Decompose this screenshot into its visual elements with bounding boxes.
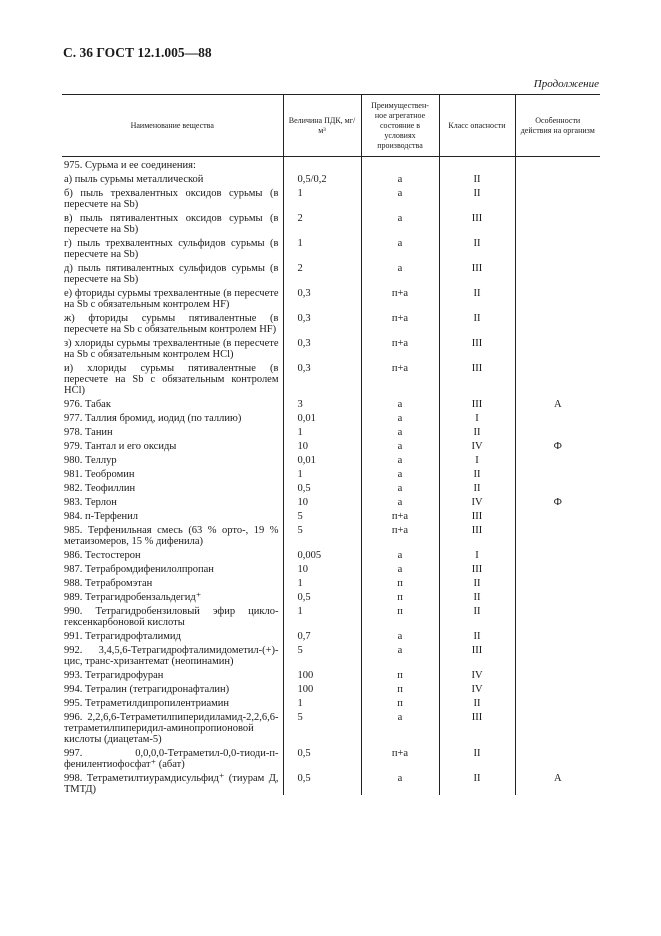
pdk-value-cell: 0,5 [283, 592, 361, 606]
pdk-value-cell [283, 157, 361, 175]
substance-name-cell: 981. Теобромин [64, 469, 135, 480]
substances-table [62, 94, 600, 795]
pdk-value-cell: 0,5/0,2 [283, 174, 361, 188]
action-feature-cell [515, 413, 600, 427]
action-feature-cell [515, 645, 600, 670]
action-feature-cell: Ф [515, 441, 600, 455]
aggregate-state-cell: а [361, 631, 439, 645]
hazard-class-cell: IV [439, 497, 515, 511]
table-row [62, 455, 600, 469]
pdk-value-cell: 2 [283, 263, 361, 288]
action-feature-cell [515, 483, 600, 497]
pdk-value-cell: 0,005 [283, 550, 361, 564]
substance-name-cell: 987. Тетрабромдифенилолпропан [64, 564, 214, 575]
table-row [62, 712, 600, 748]
table-row [62, 645, 600, 670]
aggregate-state-cell: п [361, 670, 439, 684]
aggregate-state-cell: а [361, 213, 439, 238]
hazard-class-cell: II [439, 469, 515, 483]
aggregate-state-cell: п+а [361, 313, 439, 338]
substance-name-cell: г) пыль трехвалентных сульфидов сурьмы (в пересчете на Sb) [64, 238, 279, 260]
table-row [62, 550, 600, 564]
table-header-row [62, 95, 600, 157]
col-header-hazard: Класс опасности [439, 95, 515, 157]
aggregate-state-cell: а [361, 773, 439, 795]
action-feature-cell [515, 748, 600, 773]
table-row [62, 427, 600, 441]
pdk-value-cell: 5 [283, 511, 361, 525]
aggregate-state-cell: а [361, 188, 439, 213]
hazard-class-cell: III [439, 263, 515, 288]
table-row [62, 483, 600, 497]
table-row [62, 469, 600, 483]
action-feature-cell [515, 313, 600, 338]
pdk-value-cell: 0,3 [283, 363, 361, 399]
aggregate-state-cell [361, 157, 439, 175]
aggregate-state-cell: а [361, 469, 439, 483]
substance-name-cell: 977. Таллия бромид, иодид (по таллию) [64, 413, 242, 424]
substance-name-cell: и) хлориды сурьмы пятивалентные (в пересчете на Sb с обязательным контролем HCl) [64, 363, 279, 396]
pdk-value-cell: 10 [283, 441, 361, 455]
substance-name-cell: д) пыль пятивалентных сульфидов сурьмы (в пересчете на Sb) [64, 263, 279, 285]
pdk-value-cell: 0,5 [283, 483, 361, 497]
substance-name-cell: 997. 0,0,0,0-Тетраметил-0,0-тиоди-п-фенилентиофосфат⁺ (абат) [64, 748, 279, 770]
action-feature-cell [515, 550, 600, 564]
action-feature-cell: А [515, 399, 600, 413]
hazard-class-cell: II [439, 592, 515, 606]
pdk-value-cell: 5 [283, 645, 361, 670]
pdk-value-cell: 10 [283, 497, 361, 511]
table-row [62, 578, 600, 592]
hazard-class-cell: IV [439, 670, 515, 684]
aggregate-state-cell: а [361, 427, 439, 441]
aggregate-state-cell: п+а [361, 748, 439, 773]
substance-name-cell: 991. Тетрагидрофталимид [64, 631, 181, 642]
aggregate-state-cell: а [361, 483, 439, 497]
action-feature-cell [515, 684, 600, 698]
pdk-value-cell: 0,7 [283, 631, 361, 645]
hazard-class-cell: II [439, 238, 515, 263]
hazard-class-cell: III [439, 564, 515, 578]
table-row [62, 174, 600, 188]
table-row [62, 525, 600, 550]
pdk-value-cell: 0,01 [283, 413, 361, 427]
substance-name-cell: 978. Танин [64, 427, 113, 438]
substance-name-cell: 995. Тетраметилдипропилентриамин [64, 698, 230, 709]
substance-name-cell: а) пыль сурьмы металлической [64, 174, 204, 185]
col-header-features: Особенности действия на организм [515, 95, 600, 157]
aggregate-state-cell: а [361, 497, 439, 511]
table-row [62, 313, 600, 338]
action-feature-cell [515, 564, 600, 578]
aggregate-state-cell: а [361, 238, 439, 263]
table-row [62, 511, 600, 525]
action-feature-cell [515, 525, 600, 550]
aggregate-state-cell: п [361, 606, 439, 631]
substance-name-cell: 989. Тетрагидробензальдегид⁺ [64, 592, 202, 603]
aggregate-state-cell: а [361, 441, 439, 455]
pdk-value-cell: 0,5 [283, 748, 361, 773]
hazard-class-cell: II [439, 483, 515, 497]
table-row [62, 399, 600, 413]
hazard-class-cell: III [439, 712, 515, 748]
pdk-value-cell: 1 [283, 578, 361, 592]
col-header-name: Наименование вещества [62, 95, 283, 157]
action-feature-cell [515, 469, 600, 483]
aggregate-state-cell: а [361, 263, 439, 288]
pdk-value-cell: 1 [283, 698, 361, 712]
substance-name-cell: 996. 2,2,6,6-Тетраметилпиперидиламид-2,2,6,6-тетраметилпиперидил-аминопропионовой кислоты (диацетам-5) [64, 712, 279, 745]
aggregate-state-cell: п+а [361, 525, 439, 550]
substance-name-cell: 982. Теофиллин [64, 483, 136, 494]
aggregate-state-cell: п+а [361, 288, 439, 313]
table-row [62, 263, 600, 288]
action-feature-cell [515, 511, 600, 525]
hazard-class-cell: II [439, 174, 515, 188]
hazard-class-cell: I [439, 455, 515, 469]
substance-name-cell: 985. Терфенильная смесь (63 % орто-, 19 % метаизомеров, 15 % дифенила) [64, 525, 279, 547]
substance-name-cell: 986. Тестостерон [64, 550, 141, 561]
hazard-class-cell: III [439, 363, 515, 399]
table-row [62, 670, 600, 684]
aggregate-state-cell: а [361, 455, 439, 469]
action-feature-cell [515, 363, 600, 399]
substance-name-cell: з) хлориды сурьмы трехвалентные (в пересчете на Sb с обязательным контролем HCl) [64, 338, 279, 360]
table-row [62, 606, 600, 631]
substance-name-cell: 990. Тетрагидробензиловый эфир цикло-гексенкарбоновой кислоты [64, 606, 279, 628]
hazard-class-cell: II [439, 427, 515, 441]
action-feature-cell [515, 427, 600, 441]
action-feature-cell [515, 698, 600, 712]
substance-name-cell: 998. Тетраметилтиурамдисульфид⁺ (тиурам Д, ТМТД) [64, 773, 279, 795]
aggregate-state-cell: а [361, 399, 439, 413]
pdk-value-cell: 1 [283, 427, 361, 441]
substance-name-cell: 992. 3,4,5,6-Тетрагидрофталимидометил-(+)-цис, транс-хризантемат (неопинамин) [64, 645, 279, 667]
table-row [62, 441, 600, 455]
action-feature-cell: Ф [515, 497, 600, 511]
aggregate-state-cell: а [361, 413, 439, 427]
aggregate-state-cell: п [361, 592, 439, 606]
col-header-pdk: Величина ПДК, мг/м³ [283, 95, 361, 157]
table-row [62, 363, 600, 399]
table-row [62, 564, 600, 578]
table-row [62, 213, 600, 238]
hazard-class-cell: II [439, 313, 515, 338]
table-row [62, 684, 600, 698]
pdk-value-cell: 0,5 [283, 773, 361, 795]
hazard-class-cell: I [439, 413, 515, 427]
pdk-value-cell: 1 [283, 469, 361, 483]
pdk-value-cell: 0,01 [283, 455, 361, 469]
hazard-class-cell: III [439, 213, 515, 238]
aggregate-state-cell: п [361, 698, 439, 712]
aggregate-state-cell: а [361, 712, 439, 748]
table-row [62, 157, 600, 175]
substance-name-cell: 984. п-Терфенил [64, 511, 138, 522]
table-row [62, 748, 600, 773]
action-feature-cell [515, 288, 600, 313]
substance-name-cell: 994. Тетралин (тетрагидронафталин) [64, 684, 230, 695]
hazard-class-cell: II [439, 606, 515, 631]
action-feature-cell [515, 213, 600, 238]
action-feature-cell: А [515, 773, 600, 795]
action-feature-cell [515, 631, 600, 645]
aggregate-state-cell: п+а [361, 363, 439, 399]
table-row [62, 188, 600, 213]
action-feature-cell [515, 592, 600, 606]
col-header-state: Преимуществен-ное агрегатное состояние в условиях производства [361, 95, 439, 157]
hazard-class-cell: III [439, 511, 515, 525]
pdk-value-cell: 3 [283, 399, 361, 413]
substance-name-cell: ж) фториды сурьмы пятивалентные (в пересчете на Sb с обязательным контролем HF) [64, 313, 279, 335]
continuation-label: Продолжение [533, 78, 599, 90]
hazard-class-cell: II [439, 748, 515, 773]
pdk-value-cell: 1 [283, 606, 361, 631]
hazard-class-cell: II [439, 578, 515, 592]
table-row [62, 698, 600, 712]
hazard-class-cell: II [439, 773, 515, 795]
substance-name-cell: 988. Тетрабромэтан [64, 578, 153, 589]
action-feature-cell [515, 263, 600, 288]
table-row [62, 338, 600, 363]
action-feature-cell [515, 238, 600, 263]
hazard-class-cell: IV [439, 684, 515, 698]
table-row [62, 238, 600, 263]
hazard-class-cell: II [439, 631, 515, 645]
substance-name-cell: е) фториды сурьмы трехвалентные (в пересчете на Sb с обязательным контролем HF) [64, 288, 279, 310]
action-feature-cell [515, 455, 600, 469]
substance-name-cell: 993. Тетрагидрофуран [64, 670, 164, 681]
pdk-value-cell: 10 [283, 564, 361, 578]
action-feature-cell [515, 188, 600, 213]
substance-name-cell: 979. Тантал и его оксиды [64, 441, 177, 452]
hazard-class-cell: IV [439, 441, 515, 455]
pdk-value-cell: 100 [283, 684, 361, 698]
substance-name-cell: 976. Табак [64, 399, 111, 410]
substance-name-cell: б) пыль трехвалентных оксидов сурьмы (в пересчете на Sb) [64, 188, 279, 210]
action-feature-cell [515, 578, 600, 592]
pdk-value-cell: 0,3 [283, 288, 361, 313]
action-feature-cell [515, 157, 600, 175]
table-row [62, 497, 600, 511]
table-row [62, 413, 600, 427]
hazard-class-cell: I [439, 550, 515, 564]
table-row [62, 773, 600, 795]
aggregate-state-cell: а [361, 174, 439, 188]
action-feature-cell [515, 174, 600, 188]
table-row [62, 592, 600, 606]
hazard-class-cell: II [439, 698, 515, 712]
pdk-value-cell: 0,3 [283, 313, 361, 338]
pdk-value-cell: 100 [283, 670, 361, 684]
aggregate-state-cell: п [361, 578, 439, 592]
pdk-value-cell: 5 [283, 525, 361, 550]
hazard-class-cell: II [439, 188, 515, 213]
pdk-value-cell: 1 [283, 238, 361, 263]
hazard-class-cell: III [439, 338, 515, 363]
aggregate-state-cell: а [361, 550, 439, 564]
page-header: С. 36 ГОСТ 12.1.005—88 [63, 45, 212, 60]
substance-name-cell: в) пыль пятивалентных оксидов сурьмы (в пересчете на Sb) [64, 213, 279, 235]
pdk-value-cell: 5 [283, 712, 361, 748]
hazard-class-cell: III [439, 525, 515, 550]
action-feature-cell [515, 606, 600, 631]
aggregate-state-cell: а [361, 564, 439, 578]
table-row [62, 288, 600, 313]
table-row [62, 631, 600, 645]
pdk-value-cell: 1 [283, 188, 361, 213]
pdk-value-cell: 2 [283, 213, 361, 238]
pdk-value-cell: 0,3 [283, 338, 361, 363]
substance-name-cell: 980. Теллур [64, 455, 117, 466]
action-feature-cell [515, 338, 600, 363]
hazard-class-cell: III [439, 399, 515, 413]
substance-name-cell: 983. Терлон [64, 497, 117, 508]
aggregate-state-cell: а [361, 645, 439, 670]
aggregate-state-cell: п [361, 684, 439, 698]
action-feature-cell [515, 712, 600, 748]
aggregate-state-cell: п+а [361, 511, 439, 525]
hazard-class-cell: III [439, 645, 515, 670]
action-feature-cell [515, 670, 600, 684]
aggregate-state-cell: п+а [361, 338, 439, 363]
substance-name-cell: 975. Сурьма и ее соединения: [64, 160, 196, 171]
hazard-class-cell [439, 157, 515, 175]
hazard-class-cell: II [439, 288, 515, 313]
